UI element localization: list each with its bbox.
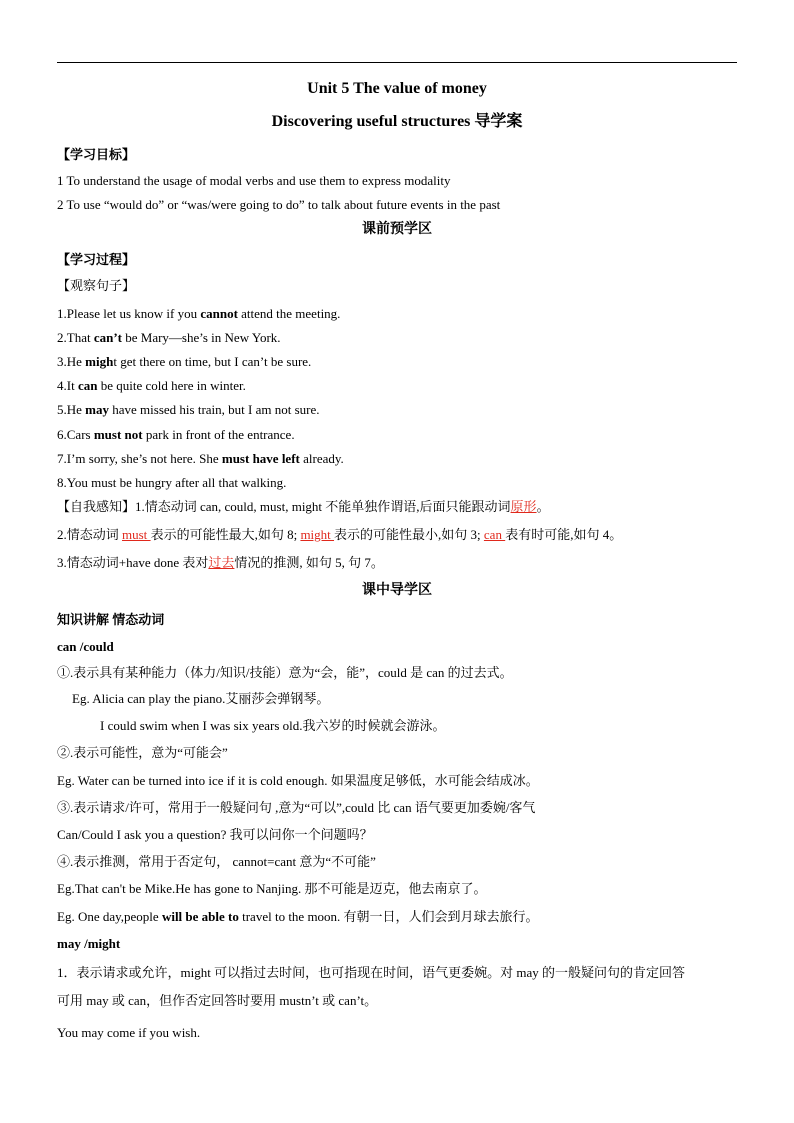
answer-blank: 过去 — [208, 555, 235, 570]
inclass-section-title: 课中导学区 — [362, 583, 432, 598]
answer-blank: must — [122, 527, 151, 542]
note-line: Eg. Water can be turned into ice if it is cold enough. 如果温度足够低，水可能会结成冰。 — [57, 773, 539, 788]
observe-heading: 【观察句子】 — [57, 278, 136, 293]
example-sentence: 6.Cars must not park in front of the entrance. — [57, 427, 295, 442]
example-sentence: 8.You must be hungry after all that walking. — [57, 475, 287, 490]
self-check-line: 【自我感知】1.情态动词 can, could, must, might 不能单独作谓语,后面只能跟动词原形。 — [57, 499, 550, 514]
example-sentence: 5.He may have missed his train, but I am not sure. — [57, 402, 320, 417]
note-line: Eg.That can't be Mike.He has gone to Nanjing. 那不可能是迈克，他去南京了。 — [57, 881, 487, 896]
note-line: Eg. Alicia can play the piano.艾丽莎会弹钢琴。 — [72, 691, 330, 706]
example-sentence: 7.I’m sorry, she’s not here. She must have left already. — [57, 451, 344, 466]
note-line: You may come if you wish. — [57, 1025, 201, 1040]
example-sentence: 1.Please let us know if you cannot attend the meeting. — [57, 306, 341, 321]
doc-subtitle: Discovering useful structures 导学案 — [271, 113, 523, 130]
top-rule — [57, 62, 737, 63]
note-line: ③.表示请求/许可，常用于一般疑问句 ,意为“可以”,could 比 can 语气要更加委婉/客气 — [57, 800, 536, 815]
may-might-heading: may /might — [57, 936, 121, 951]
answer-blank: 原形 — [510, 499, 537, 514]
goal-item: 2 To use “would do” or “was/were going to do” to talk about future events in the past — [57, 197, 501, 212]
answer-blank: can — [483, 527, 506, 542]
knowledge-heading: 知识讲解 情态动词 — [57, 612, 165, 627]
note-line: 1．表示请求或允许，might 可以指过去时间，也可指现在时间，语气更委婉。对 may 的一般疑问句的肯定回答 — [57, 965, 685, 980]
note-line: Can/Could I ask you a question? 我可以问你一个问题吗？ — [57, 827, 373, 842]
note-line: I could swim when I was six years old.我六岁的时候就会游泳。 — [100, 718, 446, 733]
goals-heading: 【学习目标】 — [57, 147, 136, 162]
goal-item: 1 To understand the usage of modal verbs and use them to express modality — [57, 173, 451, 188]
can-could-heading: can /could — [57, 639, 114, 654]
note-line: ①.表示具有某种能力（体力/知识/技能）意为“会，能”，could 是 can 的过去式。 — [57, 665, 513, 680]
self-check-line: 3.情态动词+have done 表对过去情况的推测, 如句 5, 句 7。 — [57, 555, 384, 570]
example-sentence: 3.He might get there on time, but I can’t be sure. — [57, 354, 312, 369]
preview-section-title: 课前预学区 — [362, 222, 432, 237]
example-sentence: 2.That can’t be Mary—she’s in New York. — [57, 330, 281, 345]
note-line: ②.表示可能性，意为“可能会” — [57, 745, 228, 760]
answer-blank: might — [300, 527, 335, 542]
process-heading: 【学习过程】 — [57, 252, 136, 267]
note-line: Eg. One day,people will be able to travel to the moon. 有朝一日，人们会到月球去旅行。 — [57, 909, 539, 924]
self-check-line: 2.情态动词 must 表示的可能性最大,如句 8; might 表示的可能性最小,如句 3; can 表有时可能,如句 4。 — [57, 527, 623, 542]
doc-title: Unit 5 The value of money — [307, 80, 487, 97]
note-line: 可用 may 或 can，但作否定回答时要用 mustn’t 或 can’t。 — [57, 993, 378, 1008]
example-sentence: 4.It can be quite cold here in winter. — [57, 378, 246, 393]
note-line: ④.表示推测，常用于否定句， cannot=cant 意为“不可能” — [57, 854, 376, 869]
